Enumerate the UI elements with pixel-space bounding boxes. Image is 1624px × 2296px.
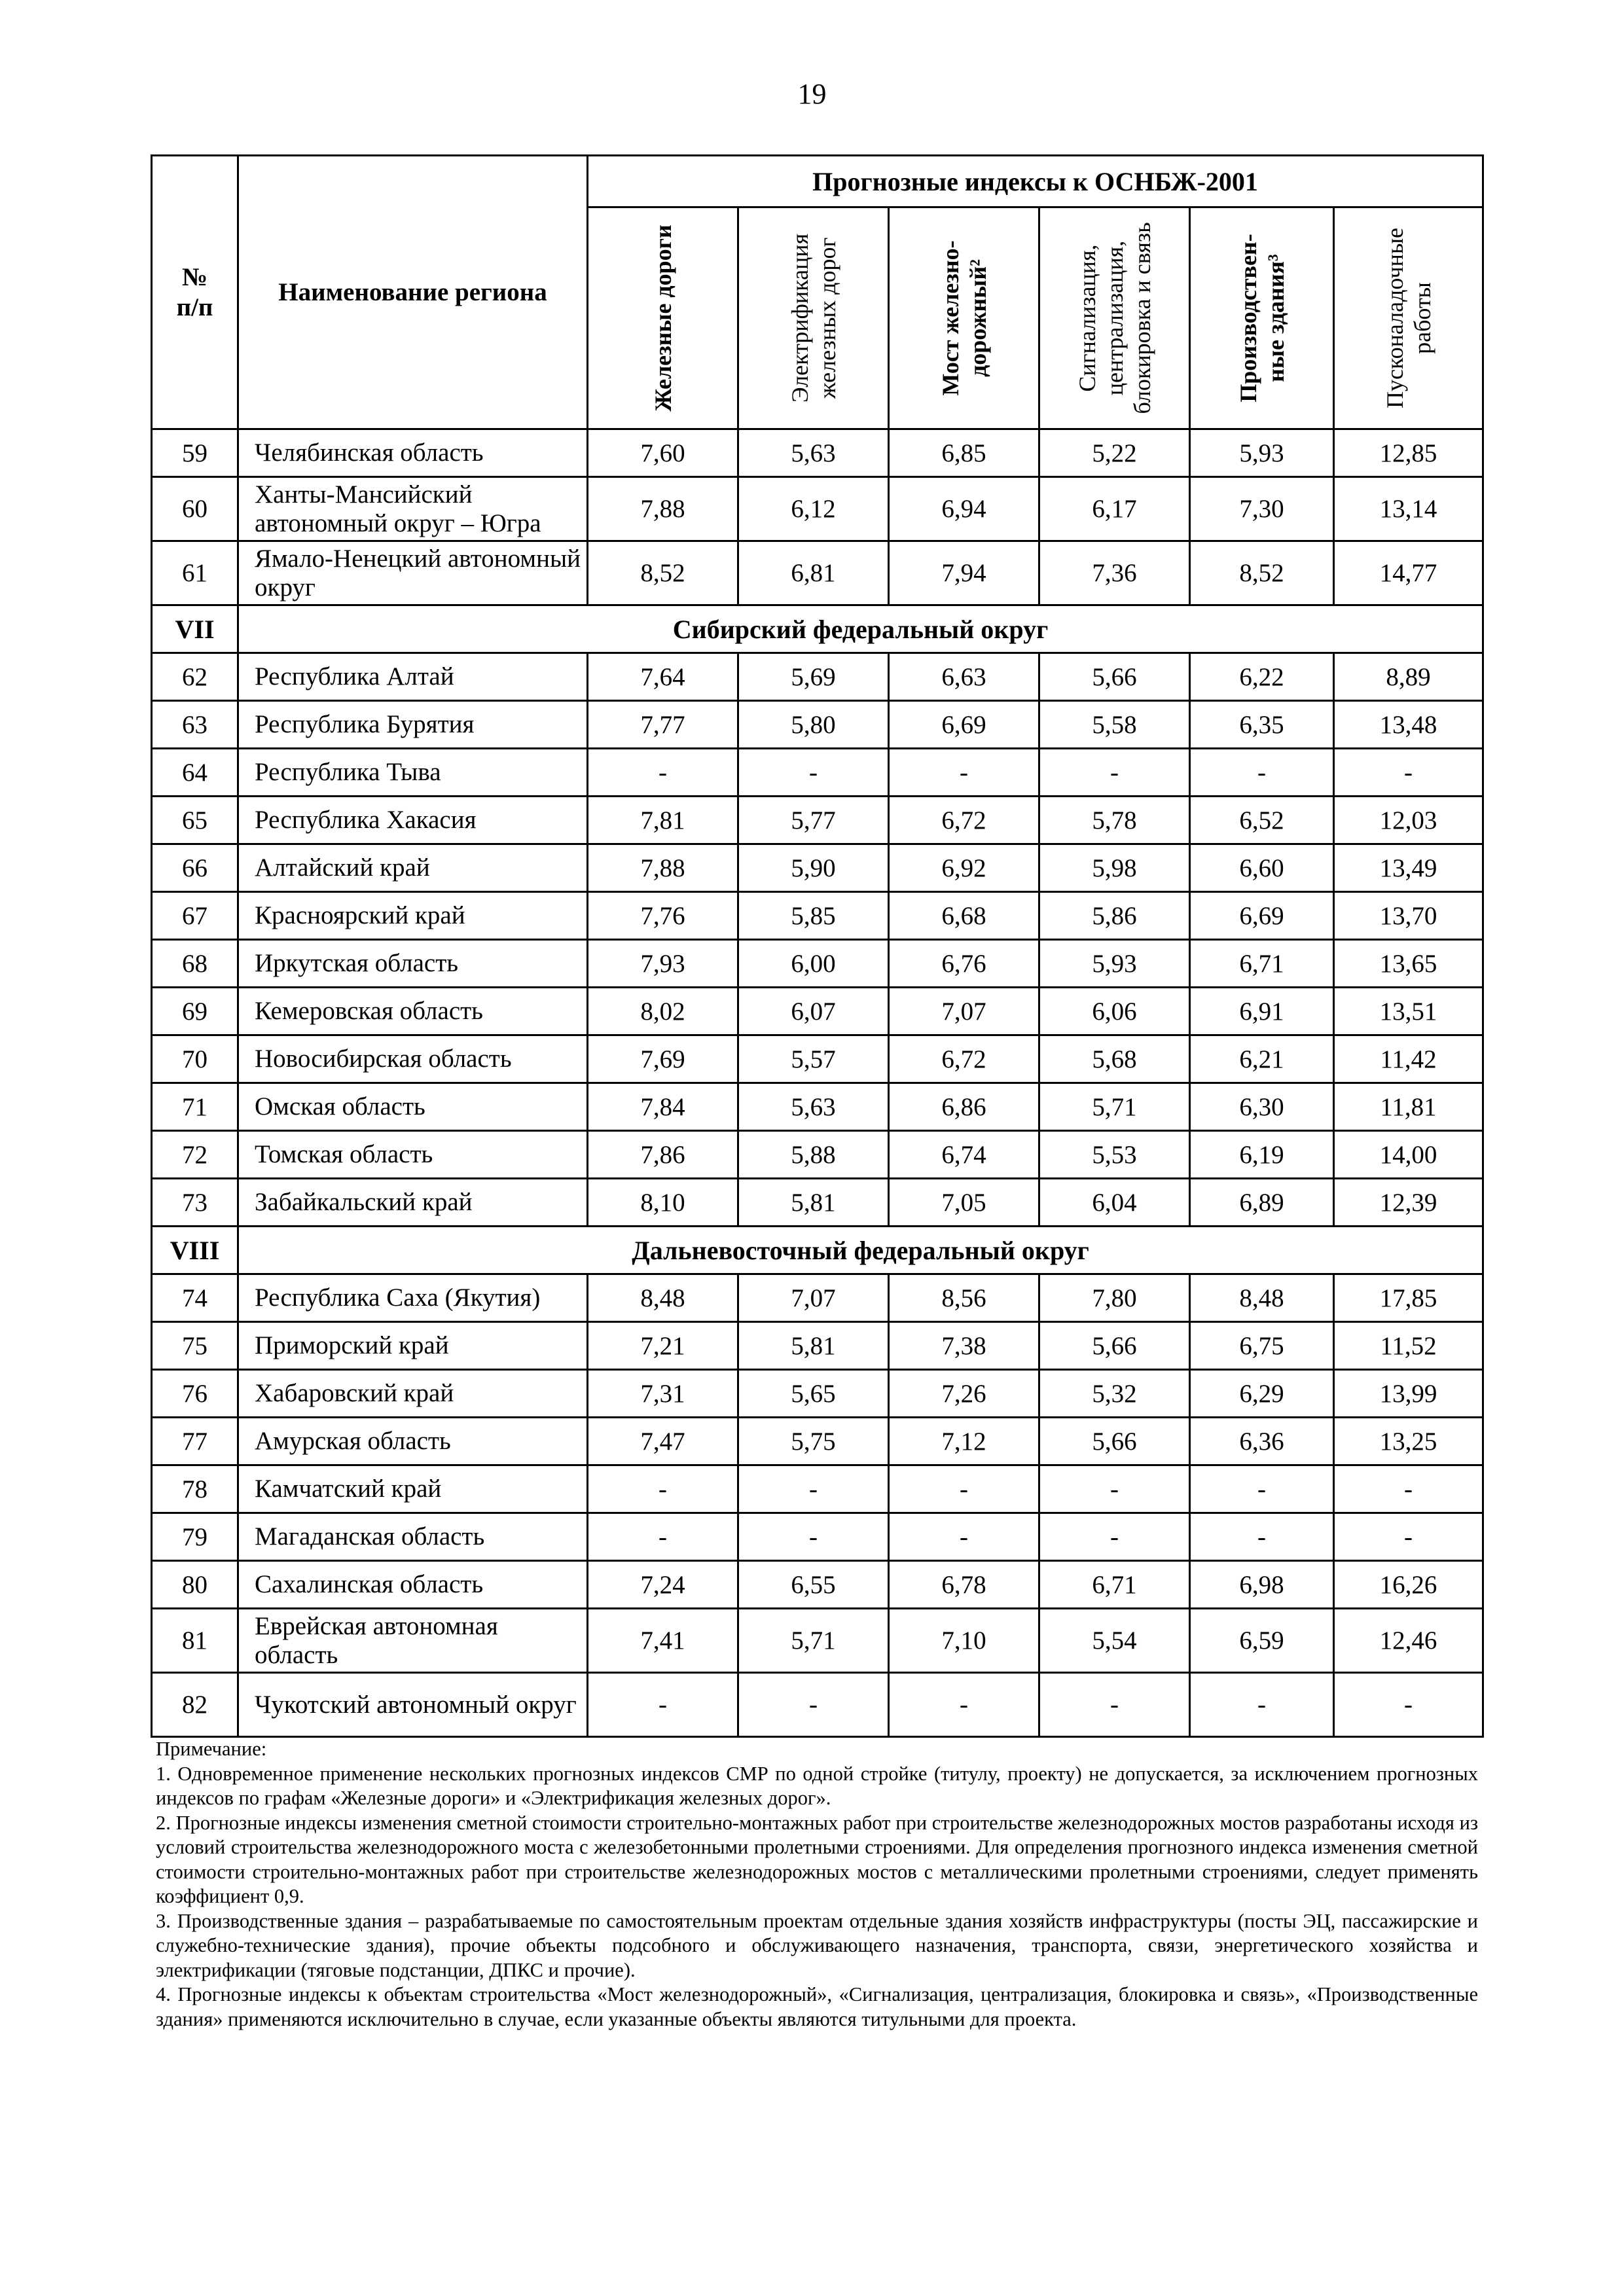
header-col-commissioning-label: Пусконаладочные работы bbox=[1381, 227, 1435, 409]
row-value: - bbox=[889, 1673, 1039, 1737]
row-value: 13,14 bbox=[1334, 477, 1483, 541]
row-num: 74 bbox=[152, 1274, 238, 1322]
row-value: 11,52 bbox=[1334, 1322, 1483, 1370]
row-value: - bbox=[738, 1673, 889, 1737]
row-value: 7,88 bbox=[588, 844, 738, 892]
row-value: 5,63 bbox=[738, 429, 889, 477]
section-viii bbox=[152, 1227, 1483, 1274]
forecast-index-table bbox=[151, 154, 1484, 1738]
row-num: 77 bbox=[152, 1418, 238, 1465]
table-row bbox=[152, 477, 1483, 541]
row-value: - bbox=[1190, 1673, 1334, 1737]
row-value: 7,60 bbox=[588, 429, 738, 477]
table-row bbox=[152, 541, 1483, 605]
row-value: 8,02 bbox=[588, 988, 738, 1035]
row-value: 7,69 bbox=[588, 1035, 738, 1083]
row-value: 6,55 bbox=[738, 1561, 889, 1609]
section-title: Сибирский федеральный округ bbox=[238, 605, 1483, 653]
row-region-name: Иркутская область bbox=[238, 940, 588, 988]
row-value: 7,41 bbox=[588, 1609, 738, 1673]
table-row bbox=[152, 749, 1483, 797]
header-col-commissioning bbox=[1334, 207, 1483, 429]
row-value: 7,93 bbox=[588, 940, 738, 988]
row-value: 5,22 bbox=[1039, 429, 1190, 477]
row-value: 12,39 bbox=[1334, 1179, 1483, 1227]
row-num: 67 bbox=[152, 892, 238, 940]
row-region-name: Сахалинская область bbox=[238, 1561, 588, 1609]
row-value: 8,52 bbox=[1190, 541, 1334, 605]
row-value: 7,30 bbox=[1190, 477, 1334, 541]
row-value: 6,00 bbox=[738, 940, 889, 988]
row-value: 6,74 bbox=[889, 1131, 1039, 1179]
row-value: 6,81 bbox=[738, 541, 889, 605]
row-value: 6,68 bbox=[889, 892, 1039, 940]
header-col-bridge-label: Мост железно-дорожный² bbox=[937, 240, 991, 396]
page-number: 19 bbox=[797, 78, 827, 110]
row-value: 12,03 bbox=[1334, 797, 1483, 844]
row-region-name: Ханты-Мансийский автономный округ – Югра bbox=[238, 477, 588, 541]
row-region-name: Челябинская область bbox=[238, 429, 588, 477]
note-item-3: 3. Производственные здания – разрабатываемые по самостоятельным проектам отдельные здания хозяйств инфраструктуры (посты ЭЦ, пассажирские и служебно-технические здания), прочие объекты подсобного и обслуживающего назначения, транспорта, связи, энергетического хозяйства и электрификации (тяговые подстанции, ДПКС и прочие). bbox=[156, 1909, 1478, 1981]
row-value: 5,32 bbox=[1039, 1370, 1190, 1418]
row-value: 6,89 bbox=[1190, 1179, 1334, 1227]
row-value: - bbox=[1190, 1465, 1334, 1513]
table-row bbox=[152, 940, 1483, 988]
row-value: 7,86 bbox=[588, 1131, 738, 1179]
row-value: 5,66 bbox=[1039, 653, 1190, 701]
row-num: 80 bbox=[152, 1561, 238, 1609]
row-value: 8,48 bbox=[588, 1274, 738, 1322]
row-value: 6,91 bbox=[1190, 988, 1334, 1035]
row-value: 13,65 bbox=[1334, 940, 1483, 988]
row-value: 6,52 bbox=[1190, 797, 1334, 844]
row-value: 6,22 bbox=[1190, 653, 1334, 701]
row-value: 5,78 bbox=[1039, 797, 1190, 844]
row-num: 63 bbox=[152, 701, 238, 749]
row-value: 13,48 bbox=[1334, 701, 1483, 749]
row-value: 7,21 bbox=[588, 1322, 738, 1370]
row-value: 7,07 bbox=[889, 988, 1039, 1035]
row-num: 82 bbox=[152, 1673, 238, 1737]
row-value: 8,10 bbox=[588, 1179, 738, 1227]
row-value: 8,56 bbox=[889, 1274, 1039, 1322]
row-value: 6,35 bbox=[1190, 701, 1334, 749]
row-value: 5,77 bbox=[738, 797, 889, 844]
row-value: 5,53 bbox=[1039, 1131, 1190, 1179]
row-region-name: Еврейская автономная область bbox=[238, 1609, 588, 1673]
row-num: 76 bbox=[152, 1370, 238, 1418]
row-region-name: Республика Тыва bbox=[238, 749, 588, 797]
row-value: 8,48 bbox=[1190, 1274, 1334, 1322]
row-num: 66 bbox=[152, 844, 238, 892]
row-value: 6,71 bbox=[1190, 940, 1334, 988]
row-num: 68 bbox=[152, 940, 238, 988]
row-region-name: Ямало-Ненецкий автономный округ bbox=[238, 541, 588, 605]
row-value: - bbox=[738, 1513, 889, 1561]
row-value: 6,63 bbox=[889, 653, 1039, 701]
row-value: 7,88 bbox=[588, 477, 738, 541]
row-value: - bbox=[1039, 1465, 1190, 1513]
row-value: 14,00 bbox=[1334, 1131, 1483, 1179]
row-value: 11,81 bbox=[1334, 1083, 1483, 1131]
row-region-name: Республика Алтай bbox=[238, 653, 588, 701]
row-value: 6,71 bbox=[1039, 1561, 1190, 1609]
row-value: 7,47 bbox=[588, 1418, 738, 1465]
row-value: 13,51 bbox=[1334, 988, 1483, 1035]
row-num: 69 bbox=[152, 988, 238, 1035]
header-num bbox=[152, 156, 238, 429]
row-region-name: Магаданская область bbox=[238, 1513, 588, 1561]
row-value: 5,88 bbox=[738, 1131, 889, 1179]
row-value: - bbox=[1190, 749, 1334, 797]
row-value: 6,06 bbox=[1039, 988, 1190, 1035]
table-body-ural bbox=[152, 429, 1483, 605]
row-value: 14,77 bbox=[1334, 541, 1483, 605]
row-value: - bbox=[889, 749, 1039, 797]
row-num: 75 bbox=[152, 1322, 238, 1370]
row-value: 5,63 bbox=[738, 1083, 889, 1131]
header-col-industrial-buildings-label: Производствен-ные здания³ bbox=[1235, 234, 1289, 403]
row-value: 7,94 bbox=[889, 541, 1039, 605]
header-region-name: Наименование региона bbox=[238, 156, 588, 429]
row-value: 5,71 bbox=[738, 1609, 889, 1673]
row-value: - bbox=[738, 749, 889, 797]
row-value: 8,89 bbox=[1334, 653, 1483, 701]
row-value: 6,30 bbox=[1190, 1083, 1334, 1131]
row-value: 5,69 bbox=[738, 653, 889, 701]
row-value: - bbox=[738, 1465, 889, 1513]
note-item-4: 4. Прогнозные индексы к объектам строительства «Мост железнодорожный», «Сигнализация, централизация, блокировка и связь», «Производственные здания» применяются исключительно в случае, если указанные объекты являются титульными для проекта. bbox=[156, 1983, 1478, 2030]
row-value: 5,86 bbox=[1039, 892, 1190, 940]
row-value: 6,85 bbox=[889, 429, 1039, 477]
table-row bbox=[152, 892, 1483, 940]
row-value: 6,75 bbox=[1190, 1322, 1334, 1370]
row-value: 7,38 bbox=[889, 1322, 1039, 1370]
table-row bbox=[152, 1513, 1483, 1561]
row-value: - bbox=[889, 1513, 1039, 1561]
section-num: VII bbox=[152, 605, 238, 653]
table-row bbox=[152, 1609, 1483, 1673]
row-value: 6,72 bbox=[889, 797, 1039, 844]
header-col-industrial-buildings bbox=[1190, 207, 1334, 429]
notes-block bbox=[156, 1737, 1478, 2032]
row-value: - bbox=[588, 1465, 738, 1513]
header-col-electrification-label: Электрификация железных дорог bbox=[786, 233, 840, 403]
section-row bbox=[152, 1227, 1483, 1274]
row-value: 6,86 bbox=[889, 1083, 1039, 1131]
row-value: 7,31 bbox=[588, 1370, 738, 1418]
row-value: 12,46 bbox=[1334, 1609, 1483, 1673]
row-value: 5,93 bbox=[1039, 940, 1190, 988]
table-row bbox=[152, 1418, 1483, 1465]
row-value: - bbox=[1039, 1513, 1190, 1561]
row-region-name: Амурская область bbox=[238, 1418, 588, 1465]
row-value: - bbox=[588, 1513, 738, 1561]
row-value: 5,66 bbox=[1039, 1418, 1190, 1465]
row-value: 6,94 bbox=[889, 477, 1039, 541]
row-value: 7,77 bbox=[588, 701, 738, 749]
table-row bbox=[152, 429, 1483, 477]
row-value: 6,21 bbox=[1190, 1035, 1334, 1083]
row-value: - bbox=[588, 1673, 738, 1737]
row-value: - bbox=[1334, 1513, 1483, 1561]
section-row bbox=[152, 605, 1483, 653]
row-value: 5,54 bbox=[1039, 1609, 1190, 1673]
table-row bbox=[152, 701, 1483, 749]
row-value: 7,26 bbox=[889, 1370, 1039, 1418]
row-region-name: Кемеровская область bbox=[238, 988, 588, 1035]
row-region-name: Томская область bbox=[238, 1131, 588, 1179]
row-value: 7,64 bbox=[588, 653, 738, 701]
header-forecast-group: Прогнозные индексы к ОСНБЖ-2001 bbox=[588, 156, 1483, 207]
row-value: 6,07 bbox=[738, 988, 889, 1035]
row-value: 5,93 bbox=[1190, 429, 1334, 477]
row-region-name: Новосибирская область bbox=[238, 1035, 588, 1083]
row-value: 6,59 bbox=[1190, 1609, 1334, 1673]
table-row bbox=[152, 988, 1483, 1035]
row-num: 73 bbox=[152, 1179, 238, 1227]
section-vii bbox=[152, 605, 1483, 653]
header-col-railways-label: Железные дороги bbox=[649, 224, 676, 412]
row-value: 5,71 bbox=[1039, 1083, 1190, 1131]
row-value: 7,12 bbox=[889, 1418, 1039, 1465]
row-region-name: Республика Хакасия bbox=[238, 797, 588, 844]
row-value: - bbox=[889, 1465, 1039, 1513]
table-row bbox=[152, 653, 1483, 701]
row-num: 59 bbox=[152, 429, 238, 477]
row-value: 5,68 bbox=[1039, 1035, 1190, 1083]
row-region-name: Хабаровский край bbox=[238, 1370, 588, 1418]
header-col-electrification bbox=[738, 207, 889, 429]
row-value: 16,26 bbox=[1334, 1561, 1483, 1609]
row-value: - bbox=[1334, 1673, 1483, 1737]
table-row bbox=[152, 1673, 1483, 1737]
table-row bbox=[152, 844, 1483, 892]
row-num: 78 bbox=[152, 1465, 238, 1513]
row-region-name: Красноярский край bbox=[238, 892, 588, 940]
row-value: 6,72 bbox=[889, 1035, 1039, 1083]
row-value: 13,70 bbox=[1334, 892, 1483, 940]
row-value: 12,85 bbox=[1334, 429, 1483, 477]
row-num: 70 bbox=[152, 1035, 238, 1083]
table-body-siberian bbox=[152, 653, 1483, 1227]
table-row bbox=[152, 1465, 1483, 1513]
row-value: 7,07 bbox=[738, 1274, 889, 1322]
row-value: 6,76 bbox=[889, 940, 1039, 988]
row-value: 7,05 bbox=[889, 1179, 1039, 1227]
row-region-name: Чукотский автономный округ bbox=[238, 1673, 588, 1737]
row-value: 6,60 bbox=[1190, 844, 1334, 892]
table-body-far-east bbox=[152, 1274, 1483, 1737]
notes-title: Примечание: bbox=[156, 1738, 267, 1760]
row-value: 7,81 bbox=[588, 797, 738, 844]
row-value: 6,98 bbox=[1190, 1561, 1334, 1609]
row-num: 65 bbox=[152, 797, 238, 844]
row-region-name: Алтайский край bbox=[238, 844, 588, 892]
row-num: 60 bbox=[152, 477, 238, 541]
row-value: 8,52 bbox=[588, 541, 738, 605]
row-region-name: Омская область bbox=[238, 1083, 588, 1131]
row-num: 62 bbox=[152, 653, 238, 701]
header-col-railways bbox=[588, 207, 738, 429]
section-title: Дальневосточный федеральный округ bbox=[238, 1227, 1483, 1274]
row-region-name: Камчатский край bbox=[238, 1465, 588, 1513]
header-num-label: № п/п bbox=[176, 262, 213, 321]
row-value: - bbox=[1190, 1513, 1334, 1561]
row-region-name: Республика Бурятия bbox=[238, 701, 588, 749]
row-value: 6,36 bbox=[1190, 1418, 1334, 1465]
row-value: 7,36 bbox=[1039, 541, 1190, 605]
row-value: 5,81 bbox=[738, 1179, 889, 1227]
row-value: 11,42 bbox=[1334, 1035, 1483, 1083]
row-value: 6,12 bbox=[738, 477, 889, 541]
table-row bbox=[152, 1083, 1483, 1131]
row-value: 6,69 bbox=[889, 701, 1039, 749]
header-col-bridge bbox=[889, 207, 1039, 429]
row-value: - bbox=[1039, 749, 1190, 797]
note-item-2: 2. Прогнозные индексы изменения сметной стоимости строительно-монтажных работ при строительстве железнодорожных мостов разработаны исходя из условий строительства железнодорожного моста с железобетонными пролетными строениями. Для определения прогнозного индекса изменения сметной стоимости строительно-монтажных работ при строительстве железнодорожных мостов с металлическими пролетными строениями, следует применять коэффициент 0,9. bbox=[156, 1811, 1478, 1907]
row-region-name: Приморский край bbox=[238, 1322, 588, 1370]
row-value: 7,10 bbox=[889, 1609, 1039, 1673]
row-num: 72 bbox=[152, 1131, 238, 1179]
table-row bbox=[152, 1131, 1483, 1179]
row-value: - bbox=[1039, 1673, 1190, 1737]
row-value: 13,99 bbox=[1334, 1370, 1483, 1418]
row-value: 5,75 bbox=[738, 1418, 889, 1465]
note-item-1: 1. Одновременное применение нескольких прогнозных индексов СМР по одной стройке (титулу, проекту) не допускается, за исключением прогнозных индексов по графам «Железные дороги» и «Электрификация железных дорог». bbox=[156, 1762, 1478, 1809]
row-value: 5,66 bbox=[1039, 1322, 1190, 1370]
row-value: 6,29 bbox=[1190, 1370, 1334, 1418]
row-value: 6,69 bbox=[1190, 892, 1334, 940]
table-row bbox=[152, 797, 1483, 844]
row-value: 5,57 bbox=[738, 1035, 889, 1083]
row-value: 7,84 bbox=[588, 1083, 738, 1131]
table-row bbox=[152, 1322, 1483, 1370]
row-value: 5,65 bbox=[738, 1370, 889, 1418]
row-region-name: Забайкальский край bbox=[238, 1179, 588, 1227]
row-value: 6,19 bbox=[1190, 1131, 1334, 1179]
row-value: 5,81 bbox=[738, 1322, 889, 1370]
row-num: 81 bbox=[152, 1609, 238, 1673]
row-num: 71 bbox=[152, 1083, 238, 1131]
row-value: 13,25 bbox=[1334, 1418, 1483, 1465]
table-row bbox=[152, 1274, 1483, 1322]
table-row bbox=[152, 1179, 1483, 1227]
header-col-signaling-label: Сигнализация, централизация, блокировка и связь bbox=[1074, 222, 1155, 414]
row-value: - bbox=[588, 749, 738, 797]
section-num: VIII bbox=[152, 1227, 238, 1274]
table-row bbox=[152, 1561, 1483, 1609]
row-value: 13,49 bbox=[1334, 844, 1483, 892]
row-value: 5,80 bbox=[738, 701, 889, 749]
row-value: 5,85 bbox=[738, 892, 889, 940]
row-num: 64 bbox=[152, 749, 238, 797]
row-value: 7,76 bbox=[588, 892, 738, 940]
table-row bbox=[152, 1370, 1483, 1418]
row-value: 6,78 bbox=[889, 1561, 1039, 1609]
row-value: 5,58 bbox=[1039, 701, 1190, 749]
row-region-name: Республика Саха (Якутия) bbox=[238, 1274, 588, 1322]
table-row bbox=[152, 1035, 1483, 1083]
row-value: 17,85 bbox=[1334, 1274, 1483, 1322]
row-value: 7,80 bbox=[1039, 1274, 1190, 1322]
row-value: - bbox=[1334, 749, 1483, 797]
row-value: 6,17 bbox=[1039, 477, 1190, 541]
row-value: - bbox=[1334, 1465, 1483, 1513]
row-num: 61 bbox=[152, 541, 238, 605]
row-value: 5,98 bbox=[1039, 844, 1190, 892]
row-num: 79 bbox=[152, 1513, 238, 1561]
row-value: 5,90 bbox=[738, 844, 889, 892]
row-value: 6,92 bbox=[889, 844, 1039, 892]
row-value: 6,04 bbox=[1039, 1179, 1190, 1227]
row-value: 7,24 bbox=[588, 1561, 738, 1609]
header-col-signaling bbox=[1039, 207, 1190, 429]
